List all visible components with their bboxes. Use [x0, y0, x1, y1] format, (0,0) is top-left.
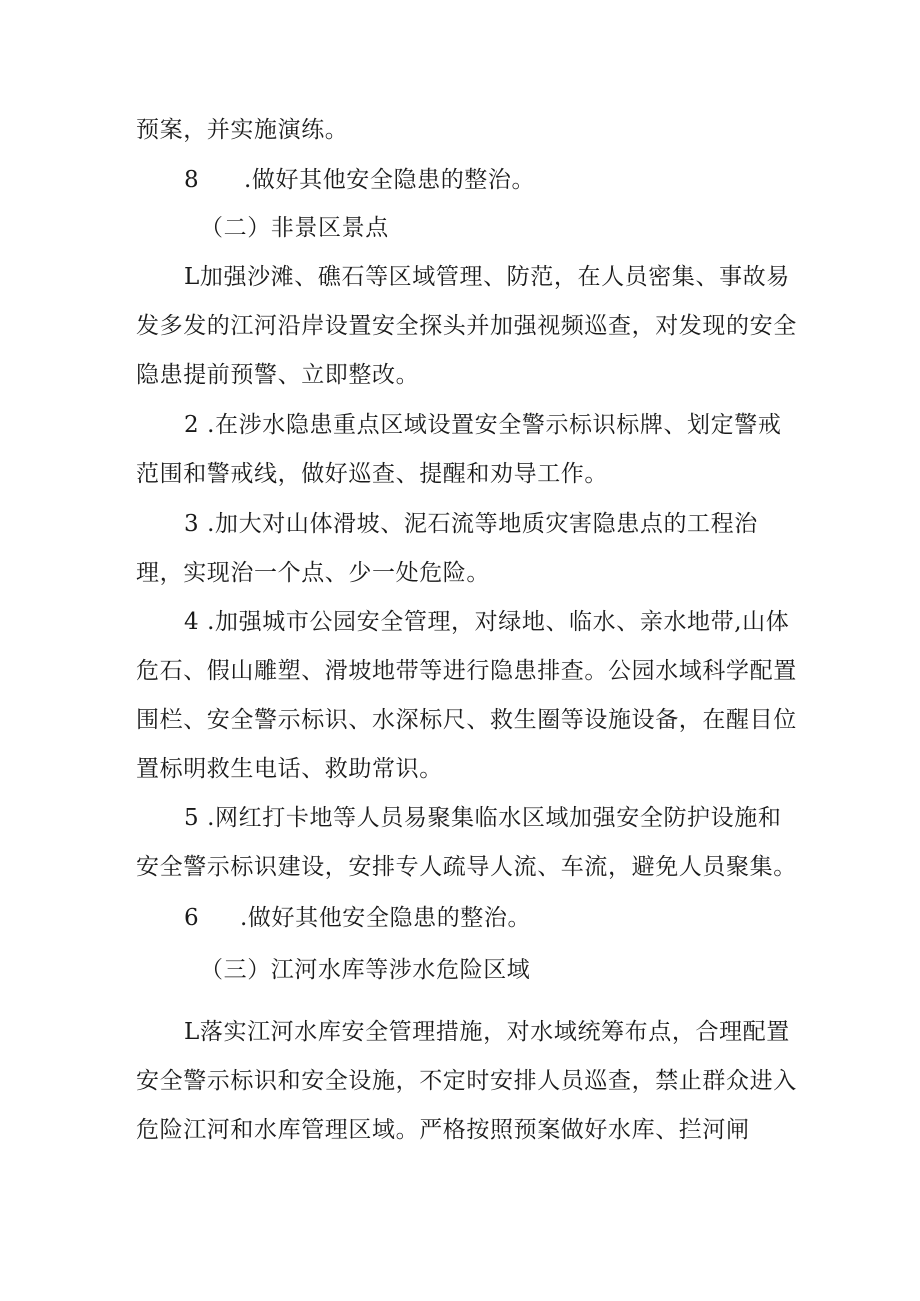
paragraph-line: 4 .加强城市公园安全管理，对绿地、临水、亲水地带,山体: [184, 609, 790, 635]
paragraph-line: 危石、假山雕塑、滑坡地带等进行隐患排查。公园水域科学配置: [136, 658, 797, 684]
list-item-8: [184, 165, 844, 195]
paragraph-line: L落实江河水库安全管理措施，对水域统筹布点，合理配置: [184, 1019, 790, 1045]
list-item-text: .做好其他安全隐患的整治。: [240, 905, 532, 931]
list-item-text: .做好其他安全隐患的整治。: [244, 167, 536, 193]
paragraph-line: 2 .在涉水隐患重点区域设置安全警示标识标牌、划定警戒: [184, 412, 782, 438]
paragraph-line: 危险江河和水库管理区域。严格按照预案做好水库、拦河闸: [136, 1117, 750, 1143]
list-item-6: [184, 903, 844, 933]
paragraph-line: 安全警示标识和安全设施，不定时安排人员巡查，禁止群众进入: [136, 1068, 797, 1094]
paragraph-line: 理，实现治一个点、少一处危险。: [136, 560, 490, 586]
paragraph-line: 预案，并实施演练。: [136, 117, 349, 143]
paragraph-line: 范围和警戒线，做好巡查、提醒和劝导工作。: [136, 461, 608, 487]
paragraph-line: 置标明救生电话、救助常识。: [136, 756, 443, 782]
section-heading: （三）江河水库等涉水危险区域: [200, 957, 531, 983]
paragraph-line: 安全警示标识建设，安排专人疏导人流、车流，避免人员聚集。: [136, 854, 797, 880]
paragraph-line: L加强沙滩、礁石等区域管理、防范，在人员密集、事故易: [184, 264, 790, 290]
paragraph-line: 5 .网红打卡地等人员易聚集临水区域加强安全防护设施和: [184, 805, 782, 831]
paragraph-line: 围栏、安全警示标识、水深标尺、救生圈等设施设备，在醒目位: [136, 707, 797, 733]
list-number: 8: [184, 167, 200, 193]
paragraph-line: 3 .加大对山体滑坡、泥石流等地质灾害隐患点的工程治: [184, 511, 758, 537]
paragraph-line: 发多发的江河沿岸设置安全探头并加强视频巡查，对发现的安全: [136, 313, 797, 339]
list-number: 6: [184, 905, 200, 931]
section-heading: （二）非景区景点: [200, 215, 389, 241]
paragraph-line: 隐患提前预警、立即整改。: [136, 362, 420, 388]
